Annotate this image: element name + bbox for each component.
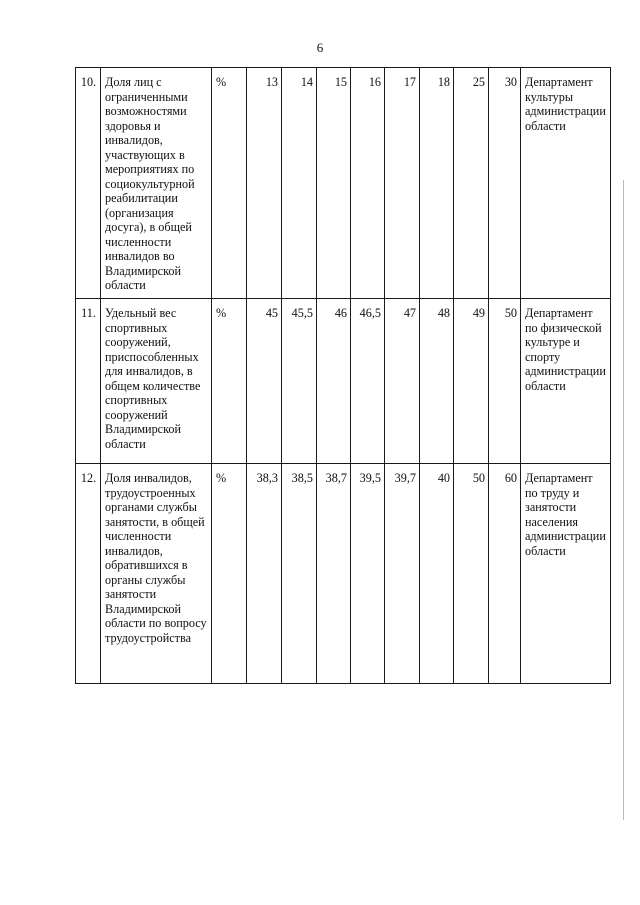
value-cell: 45,5 xyxy=(282,299,317,464)
table-row xyxy=(76,299,611,464)
unit-cell: % xyxy=(212,68,247,299)
value-cell: 46,5 xyxy=(351,299,385,464)
value-cell: 45 xyxy=(247,299,282,464)
value-cell: 17 xyxy=(385,68,420,299)
value-cell: 60 xyxy=(489,464,521,684)
value-cell: 30 xyxy=(489,68,521,299)
value-cell: 48 xyxy=(420,299,454,464)
value-cell: 16 xyxy=(351,68,385,299)
row-number: 10. xyxy=(76,68,101,299)
responsible-executor: Департамент по труду и занятости населения администрации области xyxy=(521,464,611,684)
responsible-executor: Департамент по физической культуре и спорту администрации области xyxy=(521,299,611,464)
value-cell: 14 xyxy=(282,68,317,299)
value-cell: 15 xyxy=(317,68,351,299)
indicators-table xyxy=(75,67,611,684)
page-number: 6 xyxy=(316,40,324,55)
value-cell: 13 xyxy=(247,68,282,299)
responsible-executor: Департамент культуры администрации области xyxy=(521,68,611,299)
scan-edge-line xyxy=(623,180,624,820)
value-cell: 46 xyxy=(317,299,351,464)
value-cell: 38,5 xyxy=(282,464,317,684)
indicator-name: Доля инвалидов, трудоустроенных органами службы занятости, в общей численности инвалидов, обратившихся в органы службы занятости Владимирской области по вопросу трудоустройства xyxy=(101,464,212,684)
row-number: 12. xyxy=(76,464,101,684)
value-cell: 40 xyxy=(420,464,454,684)
table-row xyxy=(76,68,611,299)
row-number: 11. xyxy=(76,299,101,464)
value-cell: 39,7 xyxy=(385,464,420,684)
value-cell: 47 xyxy=(385,299,420,464)
value-cell: 25 xyxy=(454,68,489,299)
indicator-name: Доля лиц с ограниченными возможностями здоровья и инвалидов, участвующих в мероприятиях по социокультурной реабилитации (организация досуга), в общей численности инвалидов во Владимирской области xyxy=(101,68,212,299)
unit-cell: % xyxy=(212,464,247,684)
value-cell: 38,7 xyxy=(317,464,351,684)
value-cell: 50 xyxy=(454,464,489,684)
value-cell: 38,3 xyxy=(247,464,282,684)
table-row xyxy=(76,464,611,684)
value-cell: 49 xyxy=(454,299,489,464)
value-cell: 39,5 xyxy=(351,464,385,684)
value-cell: 18 xyxy=(420,68,454,299)
indicator-name: Удельный вес спортивных сооружений, приспособленных для инвалидов, в общем количестве спортивных сооружений Владимирской области xyxy=(101,299,212,464)
value-cell: 50 xyxy=(489,299,521,464)
unit-cell: % xyxy=(212,299,247,464)
